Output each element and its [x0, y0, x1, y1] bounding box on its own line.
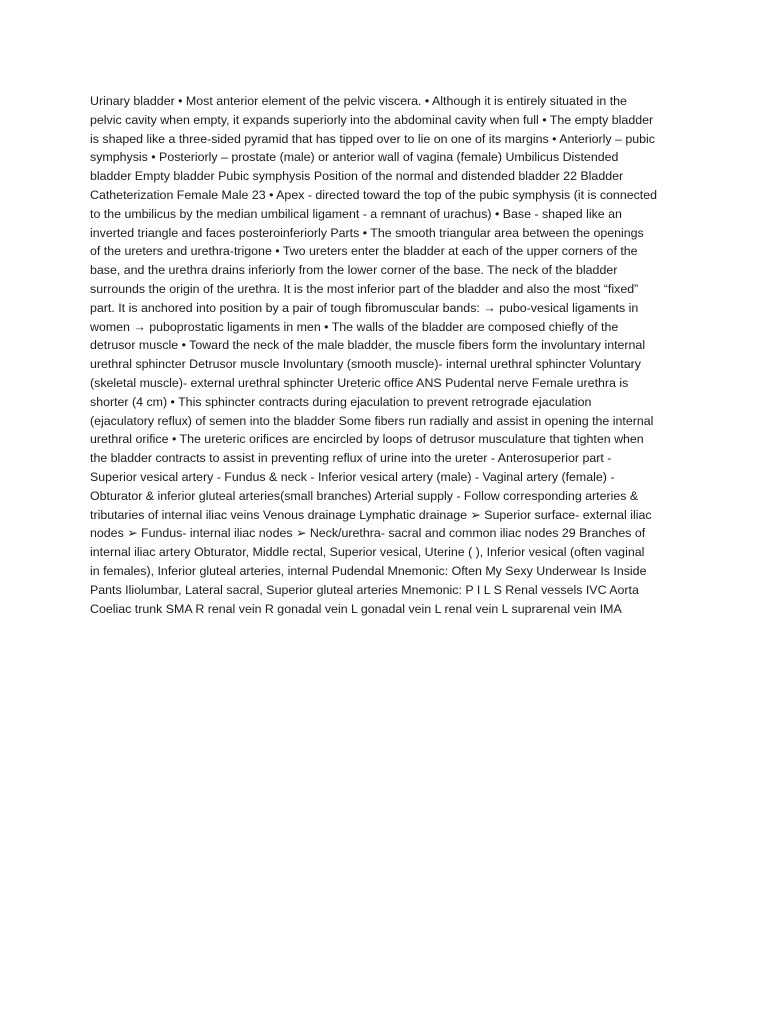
text-line: (ejaculatory reflux) of semen into the bladder Some fibers run radially and assist in opening the internal [90, 413, 654, 428]
text-line: to the umbilicus by the median umbilical ligament - a remnant of urachus) • Base - shaped like an [90, 206, 622, 221]
text-line: is shaped like a three-sided pyramid that has tipped over to lie on one of its margins • Anteriorly – pubic [90, 131, 655, 146]
text-line: inverted triangle and faces posteroinferiorly Parts • The smooth triangular area between the openings [90, 225, 644, 240]
text-line: the bladder contracts to assist in preventing reflux of urine into the ureter - Anterosuperior part - [90, 451, 612, 466]
body-paragraph [90, 92, 682, 618]
text-line: in females), Inferior gluteal arteries, internal Pudendal Mnemonic: Often My Sexy Underwear Is Inside [90, 563, 647, 578]
text-line: part. It is anchored into position by a pair of tough fibromuscular bands: → pubo-vesical ligaments in [90, 300, 639, 315]
text-line: bladder Empty bladder Pubic symphysis Position of the normal and distended bladder 22 Bladder [90, 169, 624, 184]
text-line: women → puboprostatic ligaments in men • The walls of the bladder are composed chiefly of the [90, 319, 619, 334]
text-line: surrounds the origin of the urethra. It is the most inferior part of the bladder and also the most “fixed” [90, 281, 639, 296]
text-line: shorter (4 cm) • This sphincter contracts during ejaculation to prevent retrograde ejaculation [90, 394, 592, 409]
text-line: Superior vesical artery - Fundus & neck - Inferior vesical artery (male) - Vaginal artery (female) - [90, 469, 615, 484]
text-line: urethral sphincter Detrusor muscle Involuntary (smooth muscle)- internal urethral sphincter Voluntary [90, 357, 641, 372]
text-line: base, and the urethra drains inferiorly from the lower corner of the base. The neck of the bladder [90, 263, 618, 278]
text-line: Urinary bladder • Most anterior element of the pelvic viscera. • Although it is entirely situated in the [90, 94, 627, 108]
text-line: Catheterization Female Male 23 • Apex - directed toward the top of the pubic symphysis (it is connected [90, 187, 658, 202]
text-line: symphysis • Posteriorly – prostate (male) or anterior wall of vagina (female) Umbilicus Distended [90, 150, 619, 165]
text-line: tributaries of internal iliac veins Venous drainage Lymphatic drainage ➢ Superior surface- external iliac [90, 507, 652, 522]
text-line: of the ureters and urethra-trigone • Two ureters enter the bladder at each of the upper corners of the [90, 244, 638, 259]
text-line: urethral orifice • The ureteric orifices are encircled by loops of detrusor musculature that tighten when [90, 432, 644, 447]
text-line: Pants Iliolumbar, Lateral sacral, Superior gluteal arteries Mnemonic: P I L S Renal vessels IVC Aorta [90, 582, 639, 597]
text-line: detrusor muscle • Toward the neck of the male bladder, the muscle fibers form the involuntary internal [90, 338, 646, 353]
text-line: (skeletal muscle)- external urethral sphincter Ureteric office ANS Pudental nerve Female urethra is [90, 375, 629, 390]
text-line: pelvic cavity when empty, it expands superiorly into the abdominal cavity when full • The empty bladder [90, 112, 654, 127]
text-line: Coeliac trunk SMA R renal vein R gonadal vein L gonadal vein L renal vein L suprarenal vein IMA [90, 601, 622, 616]
text-line: nodes ➢ Fundus- internal iliac nodes ➢ Neck/urethra- sacral and common iliac nodes 29 Branches of [90, 526, 646, 541]
text-line: internal iliac artery Obturator, Middle rectal, Superior vesical, Uterine ( ), Inferior vesical (often vaginal [90, 545, 645, 560]
text-line: Obturator & inferior gluteal arteries(small branches) Arterial supply - Follow corresponding arteries & [90, 488, 639, 503]
